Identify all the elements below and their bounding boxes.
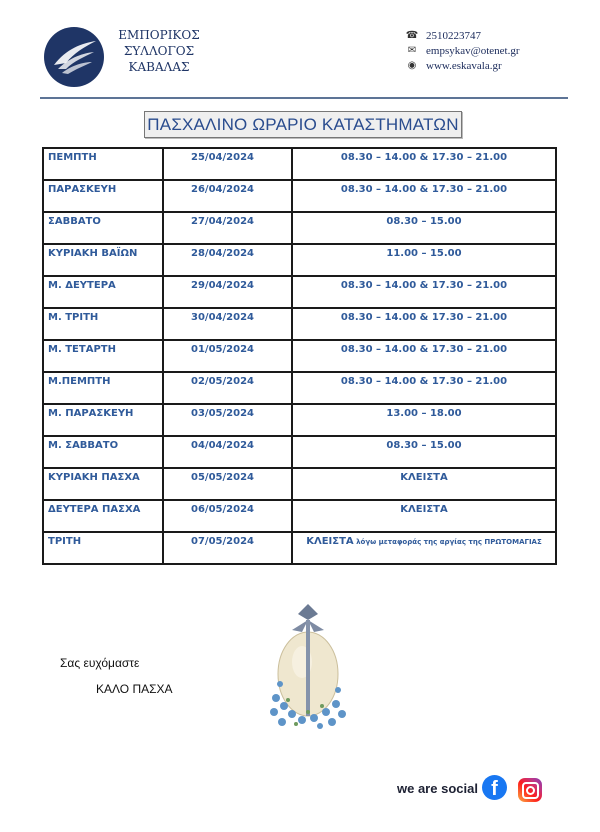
date-cell: 07/05/2024	[163, 532, 292, 564]
day-cell: Μ.ΠΕΜΠΤΗ	[43, 372, 163, 404]
association-name-line: ΕΜΠΟΡΙΚΟΣ	[118, 28, 200, 42]
table-row	[43, 276, 556, 308]
hours-text: ΚΛΕΙΣΤΑ	[400, 504, 448, 515]
table-row	[43, 340, 556, 372]
hours-cell	[292, 340, 556, 372]
hours-text: 08.30 – 14.00 & 17.30 – 21.00	[340, 344, 508, 355]
date-cell: 02/05/2024	[163, 372, 292, 404]
greeting-line-2: ΚΑΛΟ ΠΑΣΧΑ	[96, 682, 173, 696]
day-cell: ΔΕΥΤΕΡΑ ΠΑΣΧΑ	[43, 500, 163, 532]
day-cell: Μ. ΔΕΥΤΕΡΑ	[43, 276, 163, 308]
date-cell: 26/04/2024	[163, 180, 292, 212]
hours-text: 08.30 – 15.00	[386, 216, 462, 227]
date-cell: 05/05/2024	[163, 468, 292, 500]
day-cell: ΠΑΡΑΣΚΕΥΗ	[43, 180, 163, 212]
date-cell: 03/05/2024	[163, 404, 292, 436]
hours-cell	[292, 436, 556, 468]
hours-text: ΚΛΕΙΣΤΑ	[306, 536, 354, 547]
date-cell: 06/05/2024	[163, 500, 292, 532]
instagram-icon[interactable]	[518, 778, 542, 802]
social-caption: we are social	[397, 781, 478, 796]
hours-cell	[292, 404, 556, 436]
hours-text: 13.00 – 18.00	[386, 408, 462, 419]
day-cell: ΚΥΡΙΑΚΗ ΠΑΣΧΑ	[43, 468, 163, 500]
table-row	[43, 404, 556, 436]
day-cell: ΠΕΜΠΤΗ	[43, 148, 163, 180]
date-cell: 04/04/2024	[163, 436, 292, 468]
hours-cell	[292, 148, 556, 180]
table-row	[43, 372, 556, 404]
table-row	[43, 468, 556, 500]
hours-cell	[292, 212, 556, 244]
association-name-line: ΣΥΛΛΟΓΟΣ	[123, 44, 195, 58]
hours-text: 08.30 – 14.00 & 17.30 – 21.00	[340, 280, 508, 291]
table-row	[43, 180, 556, 212]
hours-cell	[292, 276, 556, 308]
hours-cell	[292, 308, 556, 340]
hours-note: λόγω μεταφοράς της αργίας της ΠΡΩΤΟΜΑΓΙΑΣ	[353, 538, 542, 546]
day-cell: ΤΡΙΤΗ	[43, 532, 163, 564]
table-row	[43, 244, 556, 276]
contact-email[interactable]	[404, 43, 520, 58]
facebook-glyph: f	[491, 778, 498, 800]
date-cell: 01/05/2024	[163, 340, 292, 372]
day-cell: Μ. ΠΑΡΑΣΚΕΥΗ	[43, 404, 163, 436]
table-row	[43, 436, 556, 468]
website-link[interactable]: www.eskavala.gr	[426, 59, 502, 72]
table-row	[43, 500, 556, 532]
contact-website[interactable]	[404, 58, 520, 73]
email-icon: ✉	[407, 45, 417, 56]
day-cell: Μ. ΣΑΒΒΑΤΟ	[43, 436, 163, 468]
globe-icon: ◉	[407, 60, 417, 71]
hours-text: ΚΛΕΙΣΤΑ	[400, 472, 448, 483]
association-name	[114, 27, 204, 75]
instagram-lens	[526, 786, 535, 795]
hours-text: 08.30 – 15.00	[386, 440, 462, 451]
date-cell: 30/04/2024	[163, 308, 292, 340]
day-cell: Μ. ΤΕΤΑΡΤΗ	[43, 340, 163, 372]
day-cell: ΚΥΡΙΑΚΗ ΒΑΪΩΝ	[43, 244, 163, 276]
hours-text: 08.30 – 14.00 & 17.30 – 21.00	[340, 184, 508, 195]
association-logo	[44, 27, 104, 87]
hours-cell	[292, 180, 556, 212]
contact-info	[404, 28, 520, 73]
greeting-line-1: Σας ευχόμαστε	[60, 656, 140, 670]
hours-text: 08.30 – 14.00 & 17.30 – 21.00	[340, 152, 508, 163]
phone-icon: ☎	[405, 30, 419, 41]
header-divider	[40, 97, 568, 99]
date-cell: 28/04/2024	[163, 244, 292, 276]
date-cell: 29/04/2024	[163, 276, 292, 308]
hours-cell	[292, 500, 556, 532]
hermes-wing-icon	[44, 27, 104, 87]
page-title-box	[144, 111, 462, 138]
page-title: ΠΑΣΧΑΛΙΝΟ ΩΡΑΡΙΟ ΚΑΤΑΣΤΗΜΑΤΩΝ	[147, 114, 459, 134]
facebook-icon[interactable]	[482, 775, 507, 800]
hours-cell	[292, 244, 556, 276]
date-cell: 25/04/2024	[163, 148, 292, 180]
hours-text: 11.00 – 15.00	[386, 248, 462, 259]
date-cell: 27/04/2024	[163, 212, 292, 244]
table-row	[43, 148, 556, 180]
hours-cell	[292, 532, 556, 564]
hours-text: 08.30 – 14.00 & 17.30 – 21.00	[340, 312, 508, 323]
table-row	[43, 212, 556, 244]
association-name-line: ΚΑΒΑΛΑΣ	[128, 60, 190, 74]
hours-text: 08.30 – 14.00 & 17.30 – 21.00	[340, 376, 508, 387]
easter-egg-illustration	[262, 600, 354, 730]
phone-number: 2510223747	[426, 29, 481, 42]
easter-egg-icon	[262, 600, 354, 730]
hours-cell	[292, 372, 556, 404]
contact-phone	[404, 28, 520, 43]
email-address[interactable]: empsykav@otenet.gr	[426, 44, 520, 57]
day-cell: Μ. ΤΡΙΤΗ	[43, 308, 163, 340]
table-row	[43, 308, 556, 340]
opening-hours-table	[42, 147, 557, 565]
hours-cell	[292, 468, 556, 500]
table-row	[43, 532, 556, 564]
day-cell: ΣΑΒΒΑΤΟ	[43, 212, 163, 244]
